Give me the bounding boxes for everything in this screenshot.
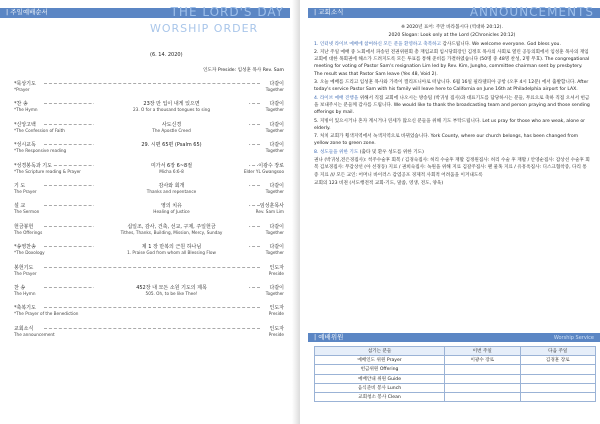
order-item-leader: 다같이 xyxy=(269,223,284,230)
order-item-leader: 인도자 xyxy=(269,264,284,271)
order-item-leader: 다같이 xyxy=(269,121,284,128)
announcement-text: 3. 오늘 예배를 드리고 임성훈 목사와 가족이 캘리포니아로 떠납니다. 6월 16일 필라델피아 공항 (오후 4시 12분) 에서 출발합니다. After today's service Pastor Sam with his family will leave here to California on June 16th at Philadelphia airport for LAX. xyxy=(314,80,589,93)
table-cell xyxy=(520,365,596,374)
worship-service-column-header: 다음 주일 xyxy=(520,347,596,356)
table-cell: 김경훈 장로 xyxy=(520,356,596,365)
order-row xyxy=(14,141,284,157)
order-item-en: *The Doxology xyxy=(14,250,45,256)
order-item-detail: 십일조, 감사, 건축, 선교, 구제, 주일헌금 xyxy=(94,223,249,230)
announcement-highlight: 8. 성도들을 위한 기도 xyxy=(314,149,359,155)
order-item-leader-en: Together xyxy=(265,87,284,92)
leader-dots xyxy=(44,83,260,84)
announcement-item xyxy=(314,157,590,179)
lords-day-title: THE LORD'S DAY xyxy=(170,5,284,19)
order-item-leader-en: Together xyxy=(265,291,284,296)
worship-service-title: | 예배위원 xyxy=(314,333,344,341)
table-row xyxy=(315,374,596,383)
order-item-leader-en: Together xyxy=(265,189,284,194)
order-item-detail-en: Tithes, Thanks, Building, Mission, Mercy, Sunday xyxy=(120,229,223,235)
order-item-leader: 다같이 xyxy=(269,81,284,87)
order-item-detail-en: Micha 6:6-8 xyxy=(159,168,184,174)
order-row xyxy=(14,325,284,341)
order-item-leader-en: Preside xyxy=(268,331,284,337)
announcement-item xyxy=(314,79,590,94)
order-row xyxy=(14,284,284,300)
worship-service-column-header: 이번 주일 xyxy=(445,347,520,356)
order-item-leader-en: Rev. Sam Lim xyxy=(255,209,284,215)
leader-dots xyxy=(44,267,260,268)
announcement-text: 감사드립니다. We welcome everyone. God bless you. xyxy=(441,41,561,47)
order-row xyxy=(14,202,284,218)
worship-service-column-header: 섬기는 분들 xyxy=(315,347,445,356)
announcement-text: 권나 (박귀성,전은경집사): 척주수술후 회복 / 김경숙집사: 허리 수술후 재활 김정원집사: 허리 수술 후 재활 / 안영순집사: 갑상선 수술후 회복 김보경집사: 무갑상선 (아 선경동) 지료 / 권희숙집사: 녹원을 위해 지료 김갈주집사: 팬 물혹 지료 / 유흥옥집사: 디스크협착증, 다리 통증 지료 /// 모든 교인: 어머니 바이러스 감염공포 경제적 사회적 어려움을 이겨내도록 xyxy=(314,158,590,178)
order-item-en: The Prayer xyxy=(14,189,37,194)
order-item-detail: 제 1 장 만복의 근원 하나님 xyxy=(94,243,249,250)
worship-service-header-row xyxy=(315,347,596,356)
order-row xyxy=(14,304,284,320)
announcement-text: (출타 및 환우 성도를 위한 기도) xyxy=(358,149,424,155)
announcement-item xyxy=(314,133,590,148)
order-item-detail-en: Healing of Justice xyxy=(153,209,190,215)
announcement-items xyxy=(314,41,590,188)
order-row xyxy=(14,100,284,116)
order-item-ko: 봉헌기도 xyxy=(14,264,34,271)
announcement-text: 교회의 123 비젼 (서도행전적 교회-기도, 말씀, 영생, 전도, 양육) xyxy=(314,180,444,186)
order-item-ko: *축복기도 xyxy=(14,305,36,312)
order-item-ko: 교회소식 xyxy=(14,325,34,332)
order-item-leader-en: Elder YL Gwangsoo xyxy=(243,168,284,174)
order-item-leader: 이광수 장로 xyxy=(258,162,284,169)
order-item-leader-en: Together xyxy=(265,148,284,154)
announcement-item xyxy=(314,95,590,117)
order-item-ko: *신앙고백 xyxy=(14,121,36,128)
order-row xyxy=(14,182,284,198)
announcement-item xyxy=(314,149,590,156)
worship-service-header xyxy=(308,333,600,342)
order-item-en: *The Scripture reading & Prayer xyxy=(14,168,81,174)
order-item-detail-en: Thanks and repentance xyxy=(146,189,197,194)
order-item-ko: *성경봉독과 기도 xyxy=(14,162,52,169)
order-item-leader-en: Together xyxy=(265,250,284,256)
order-item-leader-en: Preside xyxy=(268,270,284,276)
announcement-highlight: 1. 인터넷 라이브 예배에 참여하신 모든 분을 환영하고 축복하고 xyxy=(314,41,442,47)
announcement-text: 2. 지난 주일 예배 중 노회에서 파송된 전권위원회 총 재임교회 임시당회장인 김정호 목사의 사회로 열린 공동의회에서 임성훈 목사의 재임교회에 대한 목회권에 해소가 드려지도록 모든 투표를 통해 준비를 가결하였습니다 (50명 중 48명 찬성, 2명 무효). The congregational meeting for voting of Pastor Sam's resignation Lim led by Rev. Kim, Jungho, committee chairman sent by presbytery. The result was that Pastor Sam leave (Yes 48, Void 2). xyxy=(314,49,590,77)
order-item-leader-en: Preside xyxy=(268,311,284,317)
table-cell xyxy=(520,392,596,401)
order-item-leader: 다같이 xyxy=(269,101,284,108)
order-item-ko: *송영찬송 xyxy=(14,244,36,251)
slogan-korean: ※ 2020년 표어: 주만 바라봅시다 (역대하 20:12). xyxy=(401,25,503,30)
slogan-english: 2020 Slogan: Look only at the Lord (2Chronicles 20:12) xyxy=(388,33,516,39)
announcement-highlight: 4. 라이브 예배 진행을 xyxy=(314,95,359,101)
order-item-en: The Sermon xyxy=(14,209,40,215)
order-item-ko: *성시교독 xyxy=(14,142,36,149)
right-header-bar xyxy=(308,5,600,19)
announcement-text: 5. 지빙이 있으시거나 혼자 계시거나 연세가 많으신 분들을 위해 기도 부탁드립니다. Let us pray for those who are weak, alone or elderly. xyxy=(314,118,586,131)
service-date: (6. 14. 2020) xyxy=(150,52,183,58)
order-row xyxy=(14,162,284,178)
order-item-leader: 다같이 xyxy=(269,183,284,189)
order-item-ko: 기 도 xyxy=(14,183,26,189)
table-cell xyxy=(520,374,596,383)
leader-dots xyxy=(44,307,260,308)
order-item-ko: *찬 송 xyxy=(14,101,28,108)
order-item-detail: 영의 치유 xyxy=(94,202,249,209)
order-item-detail: 사도신경 xyxy=(94,121,249,128)
order-item-en: The announcement xyxy=(14,331,55,337)
worship-service-title-en: Worship Service xyxy=(553,335,594,341)
order-item-detail-en: 505. Oh, to be like Thee! xyxy=(145,291,198,296)
table-row xyxy=(315,383,596,392)
announcements-title: ANNOUNCEMENTS xyxy=(469,5,594,19)
order-item-detail-en: The Apostle Creed xyxy=(152,127,191,133)
order-item-en: *The Responsive reading xyxy=(14,148,67,154)
order-item-en: *The Prayer of the Benediction xyxy=(14,311,79,317)
order-item-leader: 임성훈목사 xyxy=(259,203,284,210)
preside-line: 인도자 Preside: 임성훈 목사 Rev. Sam xyxy=(203,68,284,73)
table-cell: 이광수 장로 xyxy=(445,356,520,365)
order-row xyxy=(14,264,284,280)
order-item-leader-en: Together xyxy=(265,229,284,235)
table-cell xyxy=(445,374,520,383)
announcement-item xyxy=(314,41,590,48)
worship-order-title: WORSHIP ORDER xyxy=(150,22,259,35)
order-item-leader: 다같이 xyxy=(269,285,284,291)
order-item-en: *The Confession of Faith xyxy=(14,127,65,133)
table-cell xyxy=(445,392,520,401)
order-item-ko: 설 교 xyxy=(14,203,26,210)
order-item-leader-en: Together xyxy=(265,107,284,113)
table-cell: 교회청소 봉사 Clean xyxy=(315,392,445,401)
order-item-ko: 헌금봉헌 xyxy=(14,223,34,230)
announcement-item xyxy=(314,118,590,133)
table-cell: 예배안내 위원 Guide xyxy=(315,374,445,383)
table-row xyxy=(315,392,596,401)
order-item-en: The Prayer xyxy=(14,270,37,276)
announcement-text: 7. 처치 교회가 횡색지역에서 녹색지역으로 바뀌었습니다. York County, where our church belongs, has been changed from yellow zone to green zone. xyxy=(314,134,579,147)
order-item-detail-en: 1. Praise God from whom all Blessing Flow xyxy=(127,250,216,256)
order-row xyxy=(14,243,284,259)
announcement-list xyxy=(314,24,590,188)
table-cell: 예배인도 위원 Prayer xyxy=(315,356,445,365)
leader-dots xyxy=(44,328,260,329)
right-header-label: | 교회소식 xyxy=(314,8,344,16)
left-header-bar xyxy=(0,5,290,19)
order-item-ko: 찬 송 xyxy=(14,285,26,291)
announcement-text: 위해서 직접 교회에 나오시는 방송팀 (박귀성 집사)과 대표기도를 담당하시는 분들, 무료으로 축하 직접 오셔서 헌금을 보내주시는 분들께 감사를 드립니다. We would like to thank the broadcasting team and person praying and those sending offerings by mail. xyxy=(314,95,590,116)
order-item-en: *The Hymn xyxy=(14,107,38,113)
table-cell: 헌금위원 Offering xyxy=(315,365,445,374)
announcements-page xyxy=(300,0,600,424)
left-header-label: | 주일예배순서 xyxy=(6,8,48,16)
table-cell xyxy=(445,383,520,392)
announcement-item xyxy=(314,49,590,78)
order-item-ko: *묵상기도 xyxy=(14,81,36,87)
order-item-en: *Prayer xyxy=(14,87,30,92)
table-cell xyxy=(445,365,520,374)
order-item-detail: 23장 만 입이 내게 있으면 xyxy=(94,100,249,107)
order-row xyxy=(14,121,284,137)
table-row xyxy=(315,365,596,374)
order-item-detail: 감사와 회개 xyxy=(94,182,249,189)
order-item-detail: 452장 내 모든 소원 기도의 제목 xyxy=(94,284,249,291)
order-item-leader: 인도자 xyxy=(269,305,284,312)
table-cell xyxy=(520,383,596,392)
order-row xyxy=(14,223,284,239)
order-item-leader: 다같이 xyxy=(269,142,284,149)
table-cell: 음식준비 봉사 Lunch xyxy=(315,383,445,392)
order-item-detail: 29. 시편 65편 (Psalm 65) xyxy=(94,141,249,148)
order-item-detail: 미가서 6장 6~8절 xyxy=(94,162,249,169)
order-row xyxy=(14,80,284,96)
table-row xyxy=(315,356,596,365)
order-item-leader: 인도자 xyxy=(269,325,284,332)
order-item-leader-en: Together xyxy=(265,127,284,133)
order-item-detail-en: 23. O for a thousand tongues to sing xyxy=(133,107,210,113)
order-item-en: The Offerings xyxy=(14,229,43,235)
worship-service-table xyxy=(314,346,596,402)
worship-service-body xyxy=(315,356,596,402)
order-item-en: The Hymn xyxy=(14,291,36,296)
order-item-leader: 다같이 xyxy=(269,244,284,251)
announcement-item xyxy=(314,180,590,187)
